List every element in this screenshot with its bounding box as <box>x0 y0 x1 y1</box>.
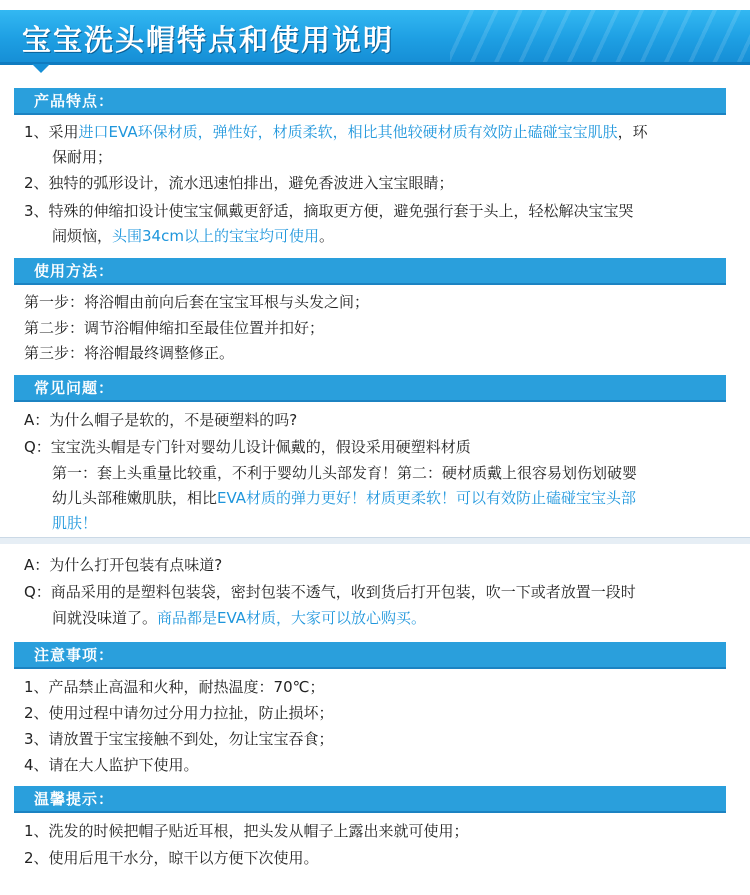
features-line-3: 2、独特的弧形设计，流水迅速怕排出，避免香波进入宝宝眼睛； <box>24 174 454 192</box>
features-line-1-a: 1、采用 <box>24 123 79 141</box>
features-line-5 <box>52 224 334 248</box>
notes-line-4: 4、请在大人监护下使用。 <box>24 756 199 774</box>
features-line-1 <box>24 120 648 144</box>
features-header <box>14 88 726 115</box>
faq-a2-line2-highlight: 商品都是EVA材质，大家可以放心购买。 <box>157 609 427 627</box>
notes-line-1: 1、产品禁止高温和火种，耐热温度：70℃； <box>24 678 325 696</box>
faq-header <box>14 375 726 402</box>
tips-header <box>14 786 726 813</box>
faq-q1: A：为什么帽子是软的，不是硬塑料的吗? <box>24 411 298 429</box>
usage-step-1: 第一步：将浴帽由前向后套在宝宝耳根与头发之间； <box>24 293 370 311</box>
features-header-label: 产品特点： <box>34 92 115 110</box>
faq-a2-line2-a: 间就没味道了。 <box>52 609 158 627</box>
features-line-5-highlight: 头围34cm以上的宝宝均可使用 <box>112 227 319 245</box>
usage-step-2: 第二步：调节浴帽伸缩扣至最佳位置并扣好； <box>24 319 325 337</box>
title-bar <box>0 10 750 65</box>
title-banner <box>0 0 750 72</box>
usage-header <box>14 258 726 285</box>
faq-a1-intro: Q：宝宝洗头帽是专门针对婴幼儿设计佩戴的，假设采用硬塑料材质 <box>24 438 471 456</box>
faq-a1-line2: 第一：套上头重量比较重，不利于婴幼儿头部发育！第二：硬材质戴上很容易划伤划破婴 <box>52 464 638 482</box>
tips-line-2: 2、使用后甩干水分，晾干以方便下次使用。 <box>24 849 319 867</box>
notes-header <box>14 642 726 669</box>
faq-a1-line4: 肌肤！ <box>52 514 98 532</box>
faq-a2-line1: Q：商品采用的是塑料包装袋，密封包装不透气，收到货后打开包装，吹一下或者放置一段时 <box>24 583 636 601</box>
notes-line-3: 3、请放置于宝宝接触不到处，勿让宝宝吞食； <box>24 730 334 748</box>
banner-decoration <box>450 10 750 62</box>
features-line-1-highlight: 进口EVA环保材质，弹性好，材质柔软，相比其他较硬材质有效防止磕碰宝宝肌肤 <box>78 123 618 141</box>
notes-line-2: 2、使用过程中请勿过分用力拉扯，防止损坏； <box>24 704 334 722</box>
features-line-1-c: ，环 <box>617 123 648 141</box>
faq-header-label: 常见问题： <box>34 379 115 397</box>
usage-step-3: 第三步：将浴帽最终调整修正。 <box>24 344 235 362</box>
page-title: 宝宝洗头帽特点和使用说明 <box>22 23 395 57</box>
features-line-4: 3、特殊的伸缩扣设计使宝宝佩戴更舒适，摘取更方便，避免强行套于头上，轻松解决宝宝哭 <box>24 202 634 220</box>
notes-header-label: 注意事项： <box>34 646 115 664</box>
faq-a2-line2 <box>52 606 426 630</box>
faq-a1-line3-highlight: EVA材质的弹力更好！材质更柔软！可以有效防止磕碰宝宝头部 <box>217 489 637 507</box>
faq-a1-line3-a: 幼儿头部稚嫩肌肤，相比 <box>52 489 218 507</box>
features-line-5-c: 。 <box>318 227 334 245</box>
features-line-2: 保耐用； <box>52 148 113 166</box>
tips-line-1: 1、洗发的时候把帽子贴近耳根，把头发从帽子上露出来就可使用； <box>24 822 469 840</box>
features-line-5-a: 闹烦恼， <box>52 227 113 245</box>
tips-header-label: 温馨提示： <box>34 790 115 808</box>
faq-q2: A：为什么打开包装有点味道? <box>24 556 223 574</box>
faq-a1-line3 <box>52 486 636 510</box>
section-divider <box>0 537 750 544</box>
banner-pointer-icon <box>32 64 50 73</box>
usage-header-label: 使用方法： <box>34 262 115 280</box>
